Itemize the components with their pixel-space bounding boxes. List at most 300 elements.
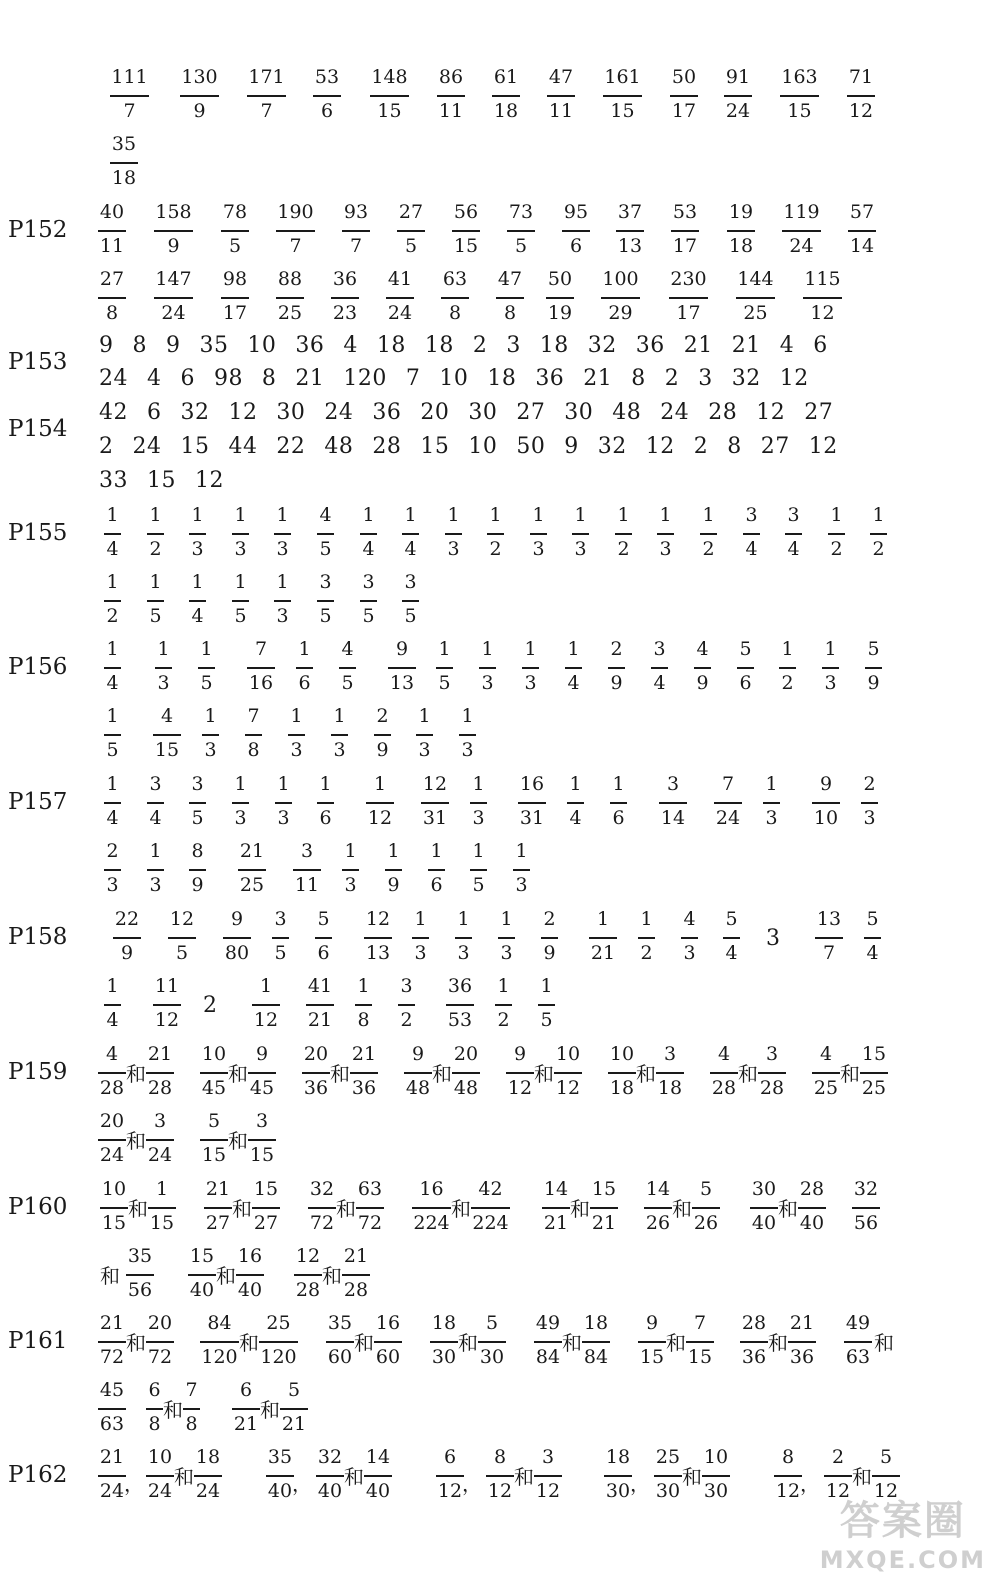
fraction-numerator: 36 [447, 975, 473, 997]
fraction-bar [168, 937, 196, 939]
fraction-denominator: 7 [289, 235, 302, 257]
fraction-denominator: 3 [472, 807, 485, 829]
fraction-numerator: 32 [317, 1446, 343, 1468]
fraction-denominator: 3 [276, 538, 289, 560]
fraction-bar [700, 533, 717, 535]
fraction-denominator: 8 [247, 739, 260, 761]
fraction-numerator: 10 [703, 1446, 729, 1468]
fraction-bar [247, 667, 275, 669]
fraction-numerator: 61 [493, 66, 519, 88]
fraction-numerator: 1 [333, 705, 346, 727]
fraction-denominator: 40 [189, 1279, 215, 1301]
fraction [726, 270, 786, 336]
fraction-denominator: 60 [375, 1346, 401, 1368]
fraction-bar [441, 297, 469, 299]
fraction-numerator: 4 [683, 908, 696, 930]
page-label: P153 [8, 349, 68, 375]
fraction-numerator: 1 [447, 504, 460, 526]
fraction-denominator: 5 [438, 672, 451, 694]
fraction-bar [572, 533, 589, 535]
he-connector: 和 [330, 1062, 350, 1086]
fraction-denominator: 6 [569, 235, 583, 257]
fraction-pair-second [436, 1045, 496, 1111]
fraction-bar [428, 869, 445, 871]
fraction-bar [452, 1072, 480, 1074]
fraction-denominator: 6 [612, 807, 625, 829]
fraction-bar [692, 1207, 720, 1209]
fraction-numerator: 9 [395, 638, 409, 660]
fraction-numerator: 190 [277, 201, 314, 223]
fraction-numerator: 35 [111, 133, 137, 155]
fraction [491, 203, 551, 269]
fraction-denominator: 25 [239, 874, 265, 896]
fraction-numerator: 8 [781, 1446, 795, 1468]
fraction-bar [872, 1475, 900, 1477]
fraction-numerator: 1 [569, 773, 582, 795]
fraction-numerator: 35 [127, 1245, 153, 1267]
fraction [144, 270, 204, 336]
fraction-denominator: 40 [751, 1212, 777, 1234]
fraction-denominator: 120 [201, 1346, 238, 1368]
fraction-bar [546, 297, 574, 299]
fraction-denominator: 26 [645, 1212, 671, 1234]
fraction [520, 910, 580, 976]
fraction [849, 506, 909, 572]
fraction-denominator: 5 [540, 1009, 553, 1031]
fraction-bar [589, 937, 617, 939]
fraction-bar [232, 802, 249, 804]
fraction-pair-second [742, 1045, 802, 1111]
fraction-denominator: 4 [787, 538, 800, 560]
fraction-denominator: 2 [149, 538, 162, 560]
fraction-denominator: 21 [307, 1009, 333, 1031]
fraction-numerator: 18 [431, 1312, 457, 1334]
fraction-bar [110, 162, 138, 164]
fraction-numerator: 3 [663, 1043, 677, 1065]
fraction-bar [200, 1072, 228, 1074]
fraction-numerator: 21 [789, 1312, 815, 1334]
fraction-denominator: 29 [608, 302, 633, 324]
fraction-bar [402, 533, 419, 535]
fraction-denominator: 8 [503, 302, 517, 324]
whole-number-answer: 2 [203, 993, 217, 1018]
fraction-denominator: 3 [204, 739, 217, 761]
fraction-numerator: 1 [149, 504, 162, 526]
fraction-numerator: 4 [341, 638, 354, 660]
fraction-bar [98, 1475, 126, 1477]
fraction-numerator: 12 [169, 908, 195, 930]
fraction-denominator: 224 [472, 1212, 509, 1234]
fraction-denominator: 18 [493, 100, 519, 122]
fraction [844, 640, 904, 706]
fraction-denominator: 12 [253, 1009, 279, 1031]
fraction-numerator: 7 [254, 638, 268, 660]
fraction [530, 270, 590, 336]
fraction-bar [364, 937, 392, 939]
fraction-denominator: 53 [447, 1009, 473, 1031]
fraction-bar [110, 95, 149, 97]
fraction-numerator: 93 [343, 201, 369, 223]
fraction-numerator: 1 [149, 571, 162, 593]
fraction-bar [198, 667, 215, 669]
fraction-numerator: 6 [148, 1379, 161, 1401]
fraction-numerator: 16 [375, 1312, 401, 1334]
fraction-denominator: 9 [191, 874, 204, 896]
fraction [377, 977, 437, 1043]
fraction-bar [723, 937, 740, 939]
fraction-bar [763, 802, 780, 804]
fraction-denominator: 40 [317, 1480, 343, 1502]
fraction-denominator: 36 [351, 1077, 377, 1099]
fraction-numerator: 63 [442, 268, 468, 290]
fraction-numerator: 8 [191, 840, 204, 862]
fraction-denominator: 5 [341, 672, 354, 694]
fraction-bar [155, 667, 172, 669]
fraction-numerator: 1 [157, 638, 170, 660]
answer-number-row: 24 4 6 98 8 21 120 7 10 18 36 21 8 2 3 32 12 [99, 366, 809, 391]
fraction-bar [236, 1274, 264, 1276]
fraction-denominator: 3 [290, 739, 303, 761]
fraction-numerator: 9 [255, 1043, 269, 1065]
fraction [360, 68, 420, 134]
fraction-bar [430, 1341, 458, 1343]
fraction-bar [294, 1274, 322, 1276]
fraction-bar [247, 95, 286, 97]
fraction-bar [865, 667, 882, 669]
fraction-numerator: 5 [287, 1379, 301, 1401]
fraction-numerator: 1 [276, 504, 289, 526]
he-connector: 和 [322, 1264, 342, 1288]
fraction-numerator: 230 [670, 268, 707, 290]
fraction-denominator: 3 [418, 739, 431, 761]
fraction-numerator: 16 [419, 1178, 444, 1200]
fraction-numerator: 1 [290, 705, 303, 727]
fraction-bar [788, 1341, 816, 1343]
fraction-denominator: 24 [99, 1144, 125, 1166]
fraction-bar [714, 802, 742, 804]
fraction-numerator: 1 [106, 638, 119, 660]
fraction-bar [266, 1475, 294, 1477]
fraction-denominator: 3 [414, 942, 427, 964]
he-connector: 和 [768, 1331, 788, 1355]
fraction [832, 203, 892, 269]
fraction-pair-second [232, 1112, 292, 1178]
fraction-denominator: 21 [281, 1413, 307, 1435]
fraction-denominator: 4 [106, 1009, 119, 1031]
fraction-denominator: 63 [845, 1346, 871, 1368]
fraction-denominator: 24 [195, 1480, 221, 1502]
fraction-bar [374, 1341, 402, 1343]
fraction-denominator: 3 [149, 874, 162, 896]
he-connector: 和 [672, 1197, 692, 1221]
fraction [296, 775, 356, 841]
fraction-denominator: 3 [524, 672, 537, 694]
fraction-denominator: 4 [569, 807, 582, 829]
fraction-denominator: 30 [431, 1346, 457, 1368]
fraction-pair-second [566, 1314, 626, 1380]
fraction-denominator: 7 [123, 100, 136, 122]
fraction-numerator: 3 [153, 1110, 167, 1132]
fraction-numerator: 21 [239, 840, 265, 862]
fraction-denominator: 30 [479, 1346, 505, 1368]
fraction-numerator: 50 [671, 66, 697, 88]
fraction-denominator: 8 [105, 302, 119, 324]
fraction-bar [657, 533, 674, 535]
fraction-denominator: 23 [332, 302, 358, 324]
fraction-pair-second [462, 1314, 522, 1380]
fraction-bar [272, 937, 289, 939]
fraction-numerator: 14 [365, 1446, 391, 1468]
fraction-numerator: 8 [493, 1446, 507, 1468]
fraction [110, 1247, 170, 1313]
fraction-pair-second [178, 1448, 238, 1514]
fraction-numerator: 1 [204, 705, 217, 727]
fraction-numerator: 3 [255, 1110, 269, 1132]
he-connector: 和 [163, 1398, 183, 1422]
fraction [350, 775, 410, 841]
fraction-numerator: 10 [609, 1043, 635, 1065]
fraction-denominator: 2 [617, 538, 630, 560]
fraction-pair-second [334, 1045, 394, 1111]
fraction-numerator: 15 [591, 1178, 617, 1200]
fraction-bar [534, 1475, 562, 1477]
fraction-bar [402, 600, 419, 602]
fraction-numerator: 1 [489, 504, 502, 526]
fraction-bar [223, 937, 251, 939]
fraction-denominator: 3 [106, 874, 119, 896]
fraction-denominator: 24 [725, 100, 751, 122]
fraction-numerator: 11 [154, 975, 180, 997]
fraction-numerator: 73 [508, 201, 534, 223]
fraction-bar [360, 533, 377, 535]
fraction-denominator: 12 [555, 1077, 581, 1099]
fraction-pair-second [782, 1180, 842, 1246]
fraction-bar [601, 297, 640, 299]
fraction-numerator: 30 [751, 1178, 777, 1200]
fraction-numerator: 20 [453, 1043, 479, 1065]
fraction-bar [232, 1408, 260, 1410]
fraction-numerator: 1 [276, 571, 289, 593]
fraction [82, 270, 142, 336]
fraction-denominator: 8 [148, 1413, 161, 1435]
fraction-denominator: 13 [389, 672, 415, 694]
he-connector: 和 [451, 1197, 471, 1221]
fraction-bar [495, 1004, 512, 1006]
fraction-denominator: 11 [548, 100, 574, 122]
fraction-numerator: 1 [497, 975, 510, 997]
fraction-numerator: 1 [200, 638, 213, 660]
fraction-denominator: 12 [848, 100, 874, 122]
page-label: P154 [8, 416, 68, 442]
fraction-denominator: 28 [343, 1279, 369, 1301]
fraction-numerator: 1 [277, 773, 290, 795]
fraction-denominator: 28 [99, 1077, 125, 1099]
fraction-denominator: 17 [671, 100, 697, 122]
fraction-denominator: 15 [154, 739, 180, 761]
fraction-denominator: 72 [309, 1212, 335, 1234]
fraction-denominator: 15 [101, 1212, 127, 1234]
fraction-denominator: 30 [703, 1480, 729, 1502]
fraction-denominator: 2 [106, 605, 119, 627]
fraction-bar [779, 667, 796, 669]
fraction-denominator: 5 [362, 605, 375, 627]
fraction-numerator: 4 [696, 638, 709, 660]
fraction-bar [815, 937, 843, 939]
fraction-numerator: 35 [327, 1312, 353, 1334]
fraction-numerator: 148 [371, 66, 408, 88]
fraction-denominator: 2 [872, 538, 885, 560]
fraction-bar [686, 1341, 714, 1343]
fraction-bar [98, 297, 126, 299]
fraction-denominator: 36 [741, 1346, 767, 1368]
he-connector: 和 [239, 1331, 259, 1355]
fraction-pair-second [676, 1180, 736, 1246]
fraction-denominator: 9 [193, 100, 206, 122]
fraction-bar [590, 1207, 618, 1209]
fraction-bar [562, 230, 590, 232]
fraction-bar [470, 802, 487, 804]
fraction-bar [104, 869, 121, 871]
fraction-denominator: 10 [813, 807, 839, 829]
fraction-numerator: 16 [519, 773, 545, 795]
fraction-bar [538, 1004, 555, 1006]
fraction-bar [694, 667, 711, 669]
fraction-numerator: 22 [114, 908, 140, 930]
fraction-bar [860, 1072, 888, 1074]
fraction-bar [308, 1207, 336, 1209]
fraction-pair-second [574, 1180, 634, 1246]
fraction-numerator: 2 [610, 638, 623, 660]
fraction-denominator: 5 [200, 672, 213, 694]
fraction [370, 270, 430, 336]
fraction-denominator: 6 [430, 874, 443, 896]
fraction-bar [681, 937, 698, 939]
fraction [318, 640, 378, 706]
fraction [381, 573, 441, 639]
fraction-bar [471, 1207, 510, 1209]
he-connector: 和 [562, 1331, 582, 1355]
fraction-numerator: 7 [721, 773, 735, 795]
fraction-numerator: 20 [99, 1110, 125, 1132]
fraction-bar [221, 297, 249, 299]
fraction-bar [421, 802, 449, 804]
fraction [100, 68, 160, 134]
fraction-numerator: 111 [111, 66, 148, 88]
fraction-denominator: 5 [404, 605, 417, 627]
fraction-bar [737, 667, 754, 669]
fraction-bar [154, 230, 193, 232]
fraction-denominator: 17 [676, 302, 701, 324]
fraction-numerator: 158 [155, 201, 192, 223]
fraction-pair-second [130, 1045, 190, 1111]
fraction-denominator: 14 [849, 235, 875, 257]
fraction-numerator: 1 [515, 840, 528, 862]
fraction-denominator: 2 [497, 1009, 510, 1031]
fraction-denominator: 2 [400, 1009, 413, 1031]
fraction-denominator: 31 [519, 807, 545, 829]
fraction-numerator: 3 [787, 504, 800, 526]
fraction-denominator: 40 [365, 1480, 391, 1502]
fraction-pair-second [358, 1314, 418, 1380]
fraction-denominator: 72 [99, 1346, 125, 1368]
fraction-numerator: 57 [849, 201, 875, 223]
fraction-numerator: 1 [298, 638, 311, 660]
fraction [315, 270, 375, 336]
fraction-numerator: 1 [540, 975, 553, 997]
fraction-bar [644, 1207, 672, 1209]
fraction-bar [148, 1207, 176, 1209]
fraction-bar [293, 869, 321, 871]
fraction-bar [313, 95, 341, 97]
fraction-bar [189, 869, 206, 871]
fraction-bar [758, 1072, 786, 1074]
fraction-bar [522, 667, 539, 669]
fraction-bar [317, 802, 334, 804]
fraction-numerator: 4 [717, 1043, 731, 1065]
fraction-pair-second [130, 1314, 190, 1380]
fraction-pair-second [232, 1045, 292, 1111]
fraction-numerator: 1 [702, 504, 715, 526]
fraction-numerator: 1 [830, 504, 843, 526]
fraction-bar [479, 667, 496, 669]
fraction-bar [455, 937, 472, 939]
fraction-numerator: 9 [411, 1043, 425, 1065]
fraction-bar [445, 533, 462, 535]
he-connector: 和 [336, 1197, 356, 1221]
fraction-denominator: 4 [106, 807, 119, 829]
he-connector: 和 [852, 1465, 872, 1489]
fraction-bar [316, 1475, 344, 1477]
fraction-numerator: 1 [344, 840, 357, 862]
fraction-denominator: 19 [547, 302, 573, 324]
fraction-numerator: 42 [478, 1178, 503, 1200]
fraction-numerator: 1 [149, 840, 162, 862]
fraction-denominator: 7 [260, 100, 273, 122]
fraction-bar [374, 734, 391, 736]
fraction-numerator: 40 [99, 201, 125, 223]
fraction-numerator: 4 [160, 705, 174, 727]
fraction-numerator: 1 [617, 504, 630, 526]
fraction-numerator: 20 [147, 1312, 173, 1334]
fraction-bar [275, 802, 292, 804]
fraction-bar [180, 95, 219, 97]
he-connector: 和 [260, 1398, 280, 1422]
fraction-denominator: 5 [404, 235, 418, 257]
fraction-denominator: 16 [248, 672, 274, 694]
fraction-bar [847, 95, 875, 97]
answer-number-row: 33 15 12 [99, 468, 224, 493]
fraction-denominator: 28 [295, 1279, 321, 1301]
he-connector: 和 [738, 1062, 758, 1086]
page-label: P155 [8, 520, 68, 546]
he-connector: 和 [232, 1197, 252, 1221]
fraction-bar [146, 1341, 174, 1343]
fraction-numerator: 18 [605, 1446, 631, 1468]
fraction [449, 775, 509, 841]
fraction-bar [459, 734, 476, 736]
fraction-numerator: 63 [357, 1178, 383, 1200]
fraction [831, 68, 891, 134]
fraction-numerator: 3 [404, 571, 417, 593]
fraction-bar [670, 95, 698, 97]
fraction [425, 270, 485, 336]
fraction [144, 203, 204, 269]
fraction-bar [276, 297, 304, 299]
fraction-denominator: 45 [201, 1077, 227, 1099]
fraction-bar [221, 230, 249, 232]
fraction-denominator: 12 [535, 1480, 561, 1502]
fraction-denominator: 25 [277, 302, 303, 324]
